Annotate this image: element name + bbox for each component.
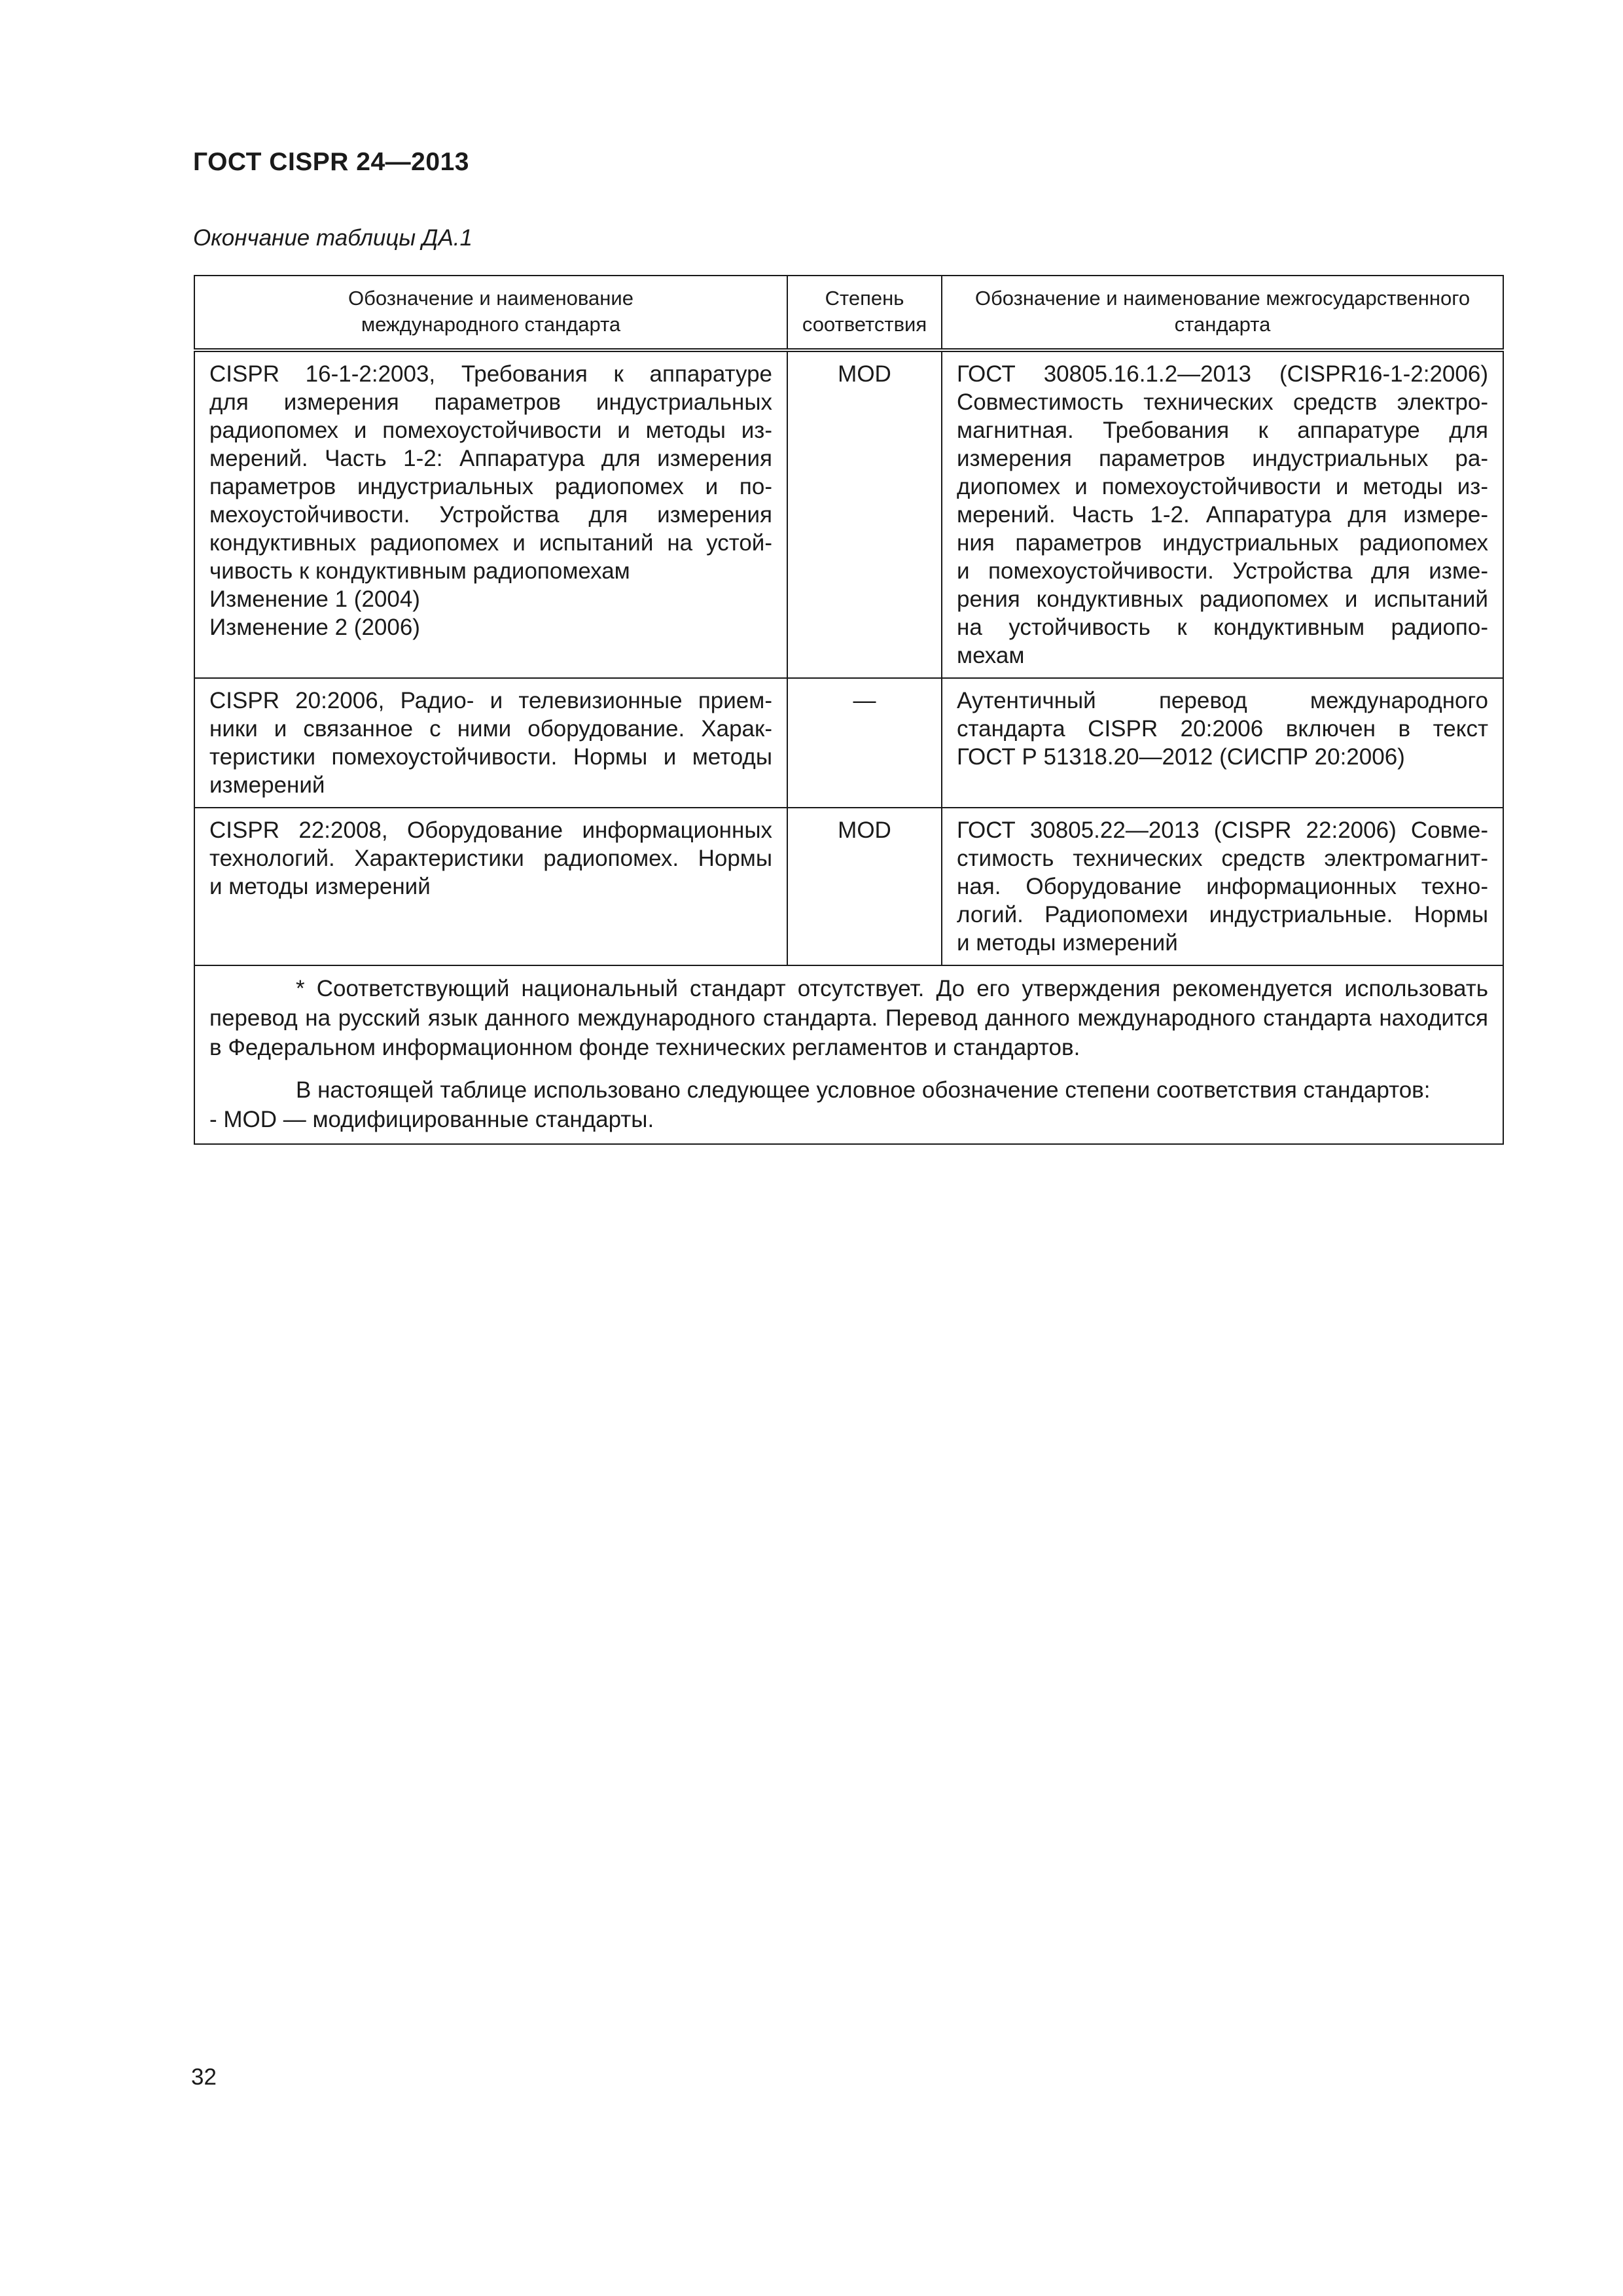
cell-line: для измерения параметров индустриальных — [209, 389, 772, 415]
legend-item: - MOD — модифицированные стандарты. — [209, 1107, 654, 1132]
header-line: соответствия — [802, 313, 927, 336]
cell-line: логий. Радиопомехи индустриальные. Нормы — [957, 902, 1488, 927]
cell-line: радиопомех и помехоустойчивости и методы из- — [209, 418, 772, 443]
column-header-international — [194, 276, 787, 350]
cell-line: мехам — [957, 643, 1025, 668]
legend-intro: В настоящей таблице использовано следующее условное обозначение степени соответствия стандартов: — [296, 1077, 1431, 1103]
cell-line: измерений — [209, 772, 325, 798]
cell-line: мерений. Часть 1-2: Аппаратура для измерения — [209, 446, 772, 471]
cell-line: CISPR 16-1-2:2003, Требования к аппаратуре — [209, 361, 772, 387]
cell-line: мехоустойчивости. Устройства для измерения — [209, 502, 772, 528]
page-number: 32 — [191, 2064, 217, 2090]
degree-cell: MOD — [787, 808, 942, 965]
interstate-standard-cell — [942, 350, 1503, 678]
table-header-row — [194, 276, 1503, 350]
table-notes-cell — [194, 965, 1503, 1144]
cell-line: технологий. Характеристики радиопомех. Нормы — [209, 846, 772, 871]
cell-line: рения кондуктивных радиопомех и испытаний — [957, 586, 1488, 612]
cell-line: на устойчивость к кондуктивным радиопо- — [957, 615, 1488, 640]
column-header-interstate — [942, 276, 1503, 350]
cell-line: Аутентичный перевод международного — [957, 688, 1488, 713]
cell-line: мерений. Часть 1-2. Аппаратура для измере- — [957, 502, 1488, 528]
international-standard-cell — [194, 678, 787, 808]
cell-line: ная. Оборудование информационных техно- — [957, 874, 1488, 899]
interstate-standard-cell — [942, 808, 1503, 965]
international-standard-cell — [194, 808, 787, 965]
cell-line: ГОСТ 30805.16.1.2—2013 (CISPR16-1-2:2006) — [957, 361, 1488, 387]
cell-line: Изменение 2 (2006) — [209, 615, 420, 640]
header-line: Степень — [825, 287, 904, 310]
cell-line: CISPR 22:2008, Оборудование информационных — [209, 817, 772, 843]
cell-line: и методы измерений — [209, 874, 431, 899]
footnote-text: * Соответствующий национальный стандарт отсутствует. До его утверждения рекомендуется использовать перевод на русский язык данного международного стандарта. Перевод данного международного стандарта находится в Федеральном информационном фонде технических регламентов и стандартов. — [209, 976, 1488, 1060]
cell-line: ния параметров индустриальных радиопомех — [957, 530, 1488, 556]
standards-correspondence-table — [194, 275, 1504, 1145]
cell-line: чивость к кондуктивным радиопомехам — [209, 558, 630, 584]
cell-line: диопомех и помехоустойчивости и методы из- — [957, 474, 1488, 499]
cell-line: ники и связанное с ними оборудование. Харак- — [209, 716, 772, 742]
cell-line: стимость технических средств электромагнит- — [957, 846, 1488, 871]
cell-line: ГОСТ Р 51318.20—2012 (СИСПР 20:2006) — [957, 744, 1405, 770]
footnote — [209, 974, 1488, 1062]
cell-line: Изменение 1 (2004) — [209, 586, 420, 612]
legend — [209, 1075, 1488, 1134]
header-line: Обозначение и наименование — [348, 287, 633, 310]
table-notes-row — [194, 965, 1503, 1144]
cell-line: магнитная. Требования к аппаратуре для — [957, 418, 1488, 443]
cell-line: кондуктивных радиопомех и испытаний на устой- — [209, 530, 772, 556]
header-line: стандарта — [1174, 313, 1271, 336]
document-code: ГОСТ CISPR 24—2013 — [193, 148, 469, 176]
cell-line: параметров индустриальных радиопомех и по- — [209, 474, 772, 499]
cell-line: теристики помехоустойчивости. Нормы и методы — [209, 744, 772, 770]
cell-line: ГОСТ 30805.22—2013 (CISPR 22:2006) Совме- — [957, 817, 1488, 843]
column-header-degree — [787, 276, 942, 350]
table-caption: Окончание таблицы ДА.1 — [193, 225, 473, 251]
degree-cell: — — [787, 678, 942, 808]
cell-line: Совместимость технических средств электро- — [957, 389, 1488, 415]
cell-line: и помехоустойчивости. Устройства для изме- — [957, 558, 1488, 584]
table-row — [194, 350, 1503, 678]
interstate-standard-cell — [942, 678, 1503, 808]
cell-line: и методы измерений — [957, 930, 1178, 956]
header-line: международного стандарта — [361, 313, 621, 336]
table-row — [194, 678, 1503, 808]
degree-cell: MOD — [787, 350, 942, 678]
cell-line: измерения параметров индустриальных ра- — [957, 446, 1488, 471]
international-standard-cell — [194, 350, 787, 678]
header-line: Обозначение и наименование межгосударственного — [974, 287, 1471, 310]
cell-line: стандарта CISPR 20:2006 включен в текст — [957, 716, 1488, 742]
table-row — [194, 808, 1503, 965]
cell-line: CISPR 20:2006, Радио- и телевизионные прием- — [209, 688, 772, 713]
